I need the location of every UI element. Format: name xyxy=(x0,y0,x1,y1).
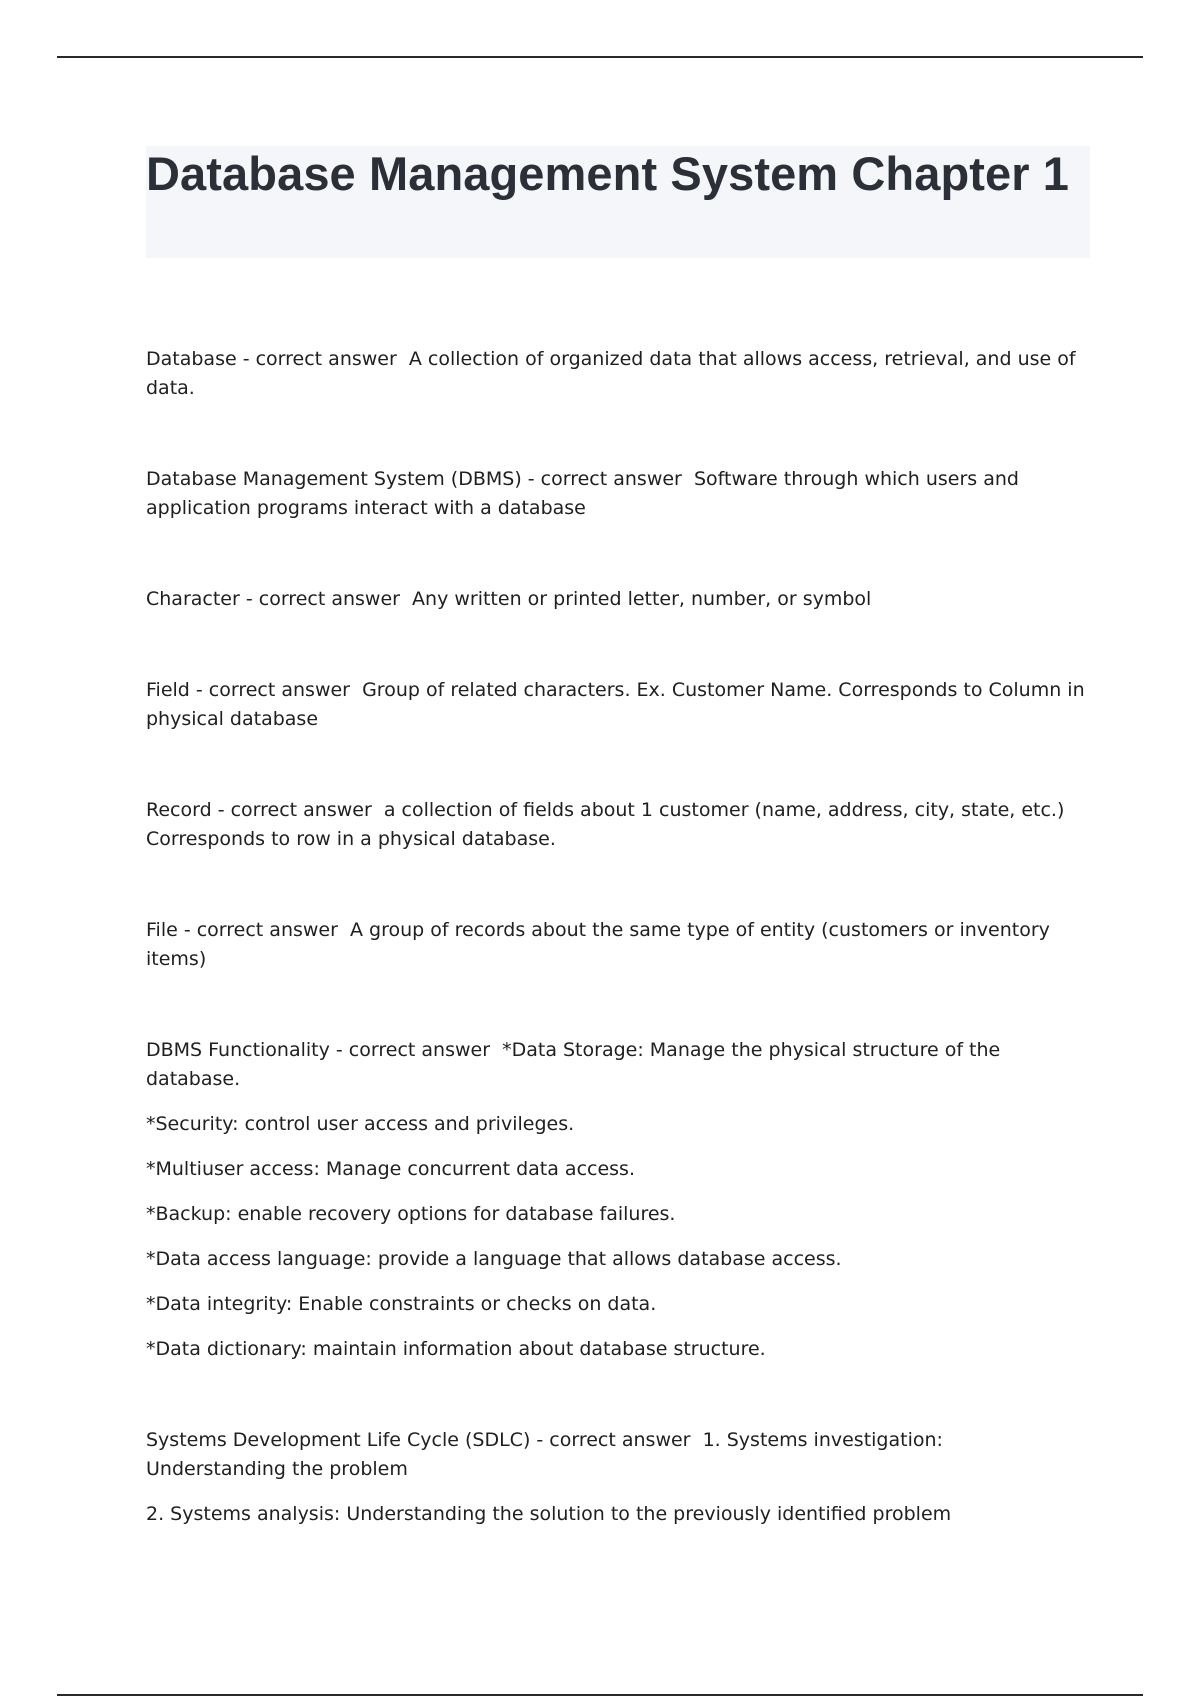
entry-separator: - correct answer xyxy=(530,1429,703,1451)
flashcard-entry xyxy=(146,585,1086,614)
entry-bullet-line: *Security: control user access and privileges. xyxy=(146,1113,575,1135)
entry-first-line xyxy=(146,796,1086,854)
entry-definition: Any written or printed letter, number, or symbol xyxy=(412,588,872,610)
entry-separator: - correct answer xyxy=(239,588,413,610)
entry-separator: - correct answer xyxy=(177,919,351,941)
entry-term: Record xyxy=(146,799,212,821)
entry-first-line xyxy=(146,345,1086,403)
entry-bullet-line: *Backup: enable recovery options for database failures. xyxy=(146,1203,676,1225)
entry-bullet-line: *Data access language: provide a language that allows database access. xyxy=(146,1248,842,1270)
flashcard-list xyxy=(146,345,1086,1591)
entry-separator: - correct answer xyxy=(521,468,694,490)
entry-separator: - correct answer xyxy=(329,1039,503,1061)
entry-first-line xyxy=(146,585,1086,614)
entry-separator: - correct answer xyxy=(211,799,384,821)
entry-first-line xyxy=(146,465,1086,523)
flashcard-entry xyxy=(146,676,1086,734)
entry-term: Character xyxy=(146,588,240,610)
entry-term: Field xyxy=(146,679,190,701)
entry-bullet-line: *Data integrity: Enable constraints or checks on data. xyxy=(146,1293,657,1315)
entry-first-line xyxy=(146,1036,1086,1094)
document-title: Database Management System Chapter 1 xyxy=(146,147,1070,200)
entry-first-line xyxy=(146,916,1086,974)
entry-term: Database Management System (DBMS) xyxy=(146,468,522,490)
entry-term: DBMS Functionality xyxy=(146,1039,330,1061)
entry-bullet-line: *Data dictionary: maintain information about database structure. xyxy=(146,1338,766,1360)
entry-definition: Software through which users and application programs interact with a database xyxy=(146,468,1019,519)
entry-definition: *Data Storage: Manage the physical structure of the database. xyxy=(146,1039,1001,1090)
entry-definition: Group of related characters. Ex. Customer Name. Corresponds to Column in physical database xyxy=(146,679,1085,730)
flashcard-entry xyxy=(146,1036,1086,1364)
entry-definition: a collection of fields about 1 customer (name, address, city, state, etc.) Corresponds to row in a physical database. xyxy=(146,799,1065,850)
entry-term: Systems Development Life Cycle (SDLC) xyxy=(146,1429,531,1451)
entry-definition: A group of records about the same type of entity (customers or inventory items) xyxy=(146,919,1050,970)
entry-term: Database xyxy=(146,348,237,370)
entry-first-line xyxy=(146,1426,1086,1484)
entry-separator: - correct answer xyxy=(189,679,363,701)
entry-separator: - correct answer xyxy=(236,348,409,370)
flashcard-entry xyxy=(146,1426,1086,1529)
entry-definition: 1. Systems investigation: Understanding the problem xyxy=(146,1429,943,1480)
title-banner xyxy=(146,146,1090,258)
flashcard-entry xyxy=(146,345,1086,403)
entry-bullet-line: *Multiuser access: Manage concurrent data access. xyxy=(146,1158,635,1180)
entry-definition: A collection of organized data that allows access, retrieval, and use of data. xyxy=(146,348,1076,399)
top-divider xyxy=(57,56,1143,58)
flashcard-entry xyxy=(146,796,1086,854)
flashcard-entry xyxy=(146,465,1086,523)
entry-step-line: 2. Systems analysis: Understanding the solution to the previously identified problem xyxy=(146,1503,952,1525)
entry-term: File xyxy=(146,919,178,941)
flashcard-entry xyxy=(146,916,1086,974)
entry-first-line xyxy=(146,676,1086,734)
bottom-divider xyxy=(57,1694,1143,1696)
